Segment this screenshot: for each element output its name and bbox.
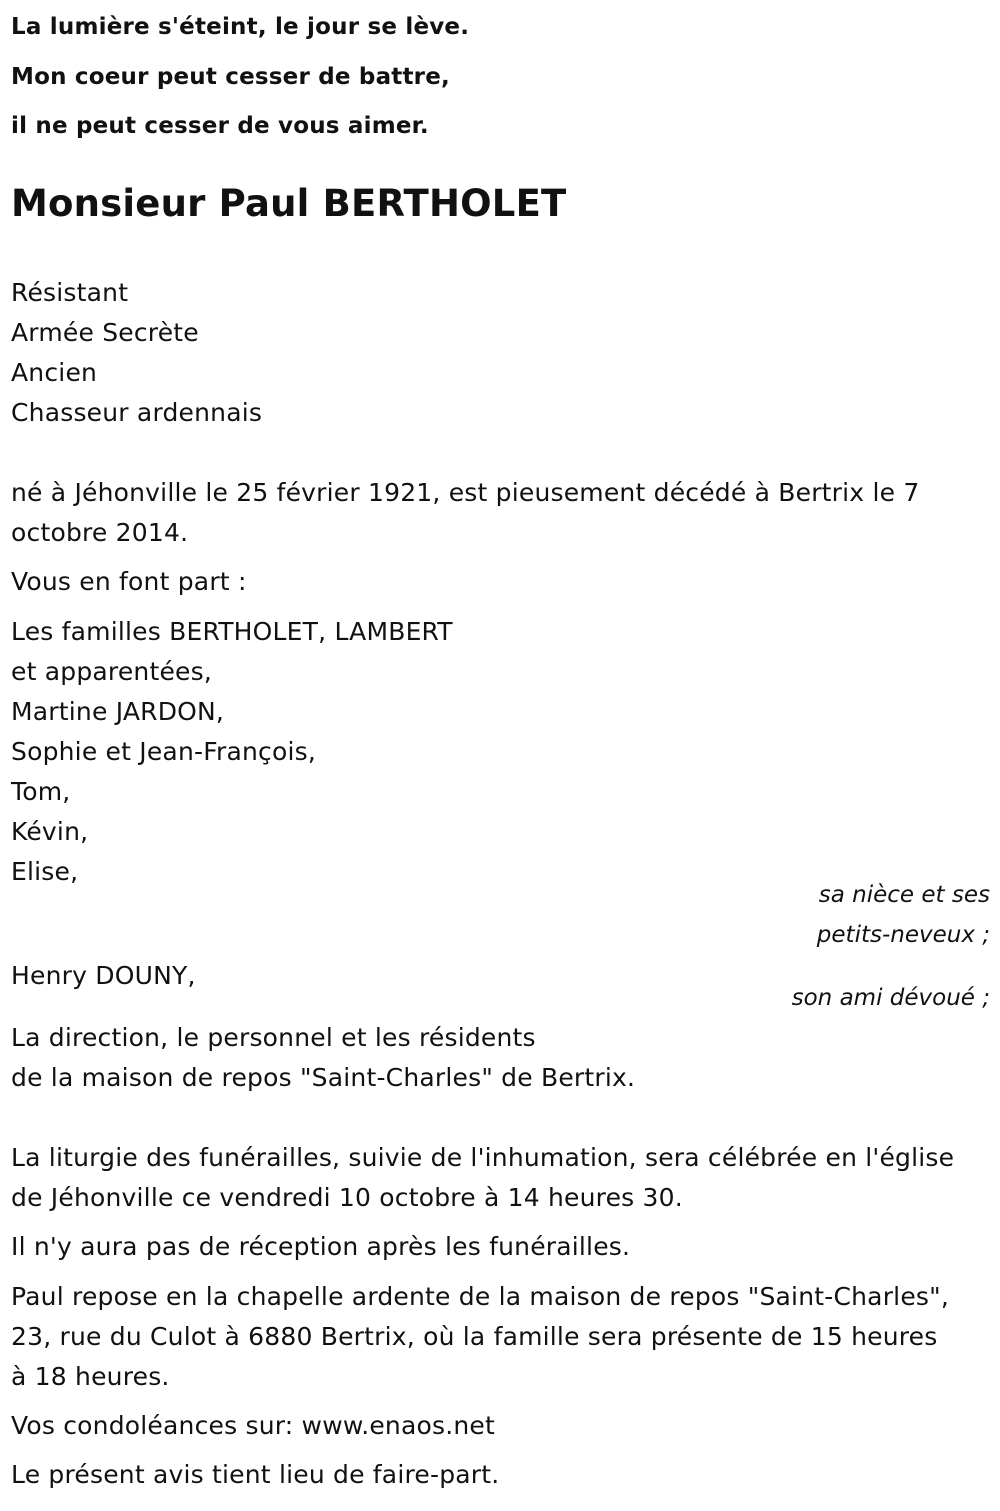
title-line-2: Armée Secrète [11, 318, 199, 347]
deceased-name: Monsieur Paul BERTHOLET [11, 182, 567, 225]
family-line-1: Les familles BERTHOLET, LAMBERT [11, 617, 453, 646]
condolences-text: Vos condoléances sur: www.enaos.net [11, 1411, 495, 1440]
liturgy-line-2: de Jéhonville ce vendredi 10 octobre à 14 heures 30. [11, 1183, 683, 1212]
home-line-2: de la maison de repos "Saint-Charles" de Bertrix. [11, 1063, 636, 1092]
birth-death-line-2: octobre 2014. [11, 518, 189, 547]
family-line-6: Kévin, [11, 817, 89, 846]
title-line-1: Résistant [11, 278, 129, 307]
notice-text: Le présent avis tient lieu de faire-part. [11, 1460, 500, 1489]
announce-text: Vous en font part : [11, 567, 247, 596]
friend-name: Henry DOUNY, [11, 961, 196, 990]
liturgy-line-1: La liturgie des funérailles, suivie de l'inhumation, sera célébrée en l'église [11, 1143, 955, 1172]
title-line-3: Ancien [11, 358, 98, 387]
family-relation-line-2: petits-neveux ; [816, 922, 990, 948]
family-line-4: Sophie et Jean-François, [11, 737, 316, 766]
family-relation-line-1: sa nièce et ses [818, 882, 990, 908]
title-line-4: Chasseur ardennais [11, 398, 263, 427]
family-line-7: Elise, [11, 857, 79, 886]
family-line-3: Martine JARDON, [11, 697, 225, 726]
reception-text: Il n'y aura pas de réception après les funérailles. [11, 1232, 631, 1261]
friend-relation: son ami dévoué ; [791, 985, 990, 1011]
birth-death-line-1: né à Jéhonville le 25 février 1921, est pieusement décédé à Bertrix le 7 [11, 478, 920, 507]
poem-line-2: Mon coeur peut cesser de battre, [11, 64, 450, 90]
poem-line-3: il ne peut cesser de vous aimer. [11, 113, 429, 139]
family-line-5: Tom, [11, 777, 71, 806]
chapel-line-3: à 18 heures. [11, 1362, 170, 1391]
home-line-1: La direction, le personnel et les résidents [11, 1023, 536, 1052]
family-line-2: et apparentées, [11, 657, 212, 686]
chapel-line-2: 23, rue du Culot à 6880 Bertrix, où la famille sera présente de 15 heures [11, 1322, 938, 1351]
chapel-line-1: Paul repose en la chapelle ardente de la maison de repos "Saint-Charles", [11, 1282, 949, 1311]
poem-line-1: La lumière s'éteint, le jour se lève. [11, 14, 470, 40]
